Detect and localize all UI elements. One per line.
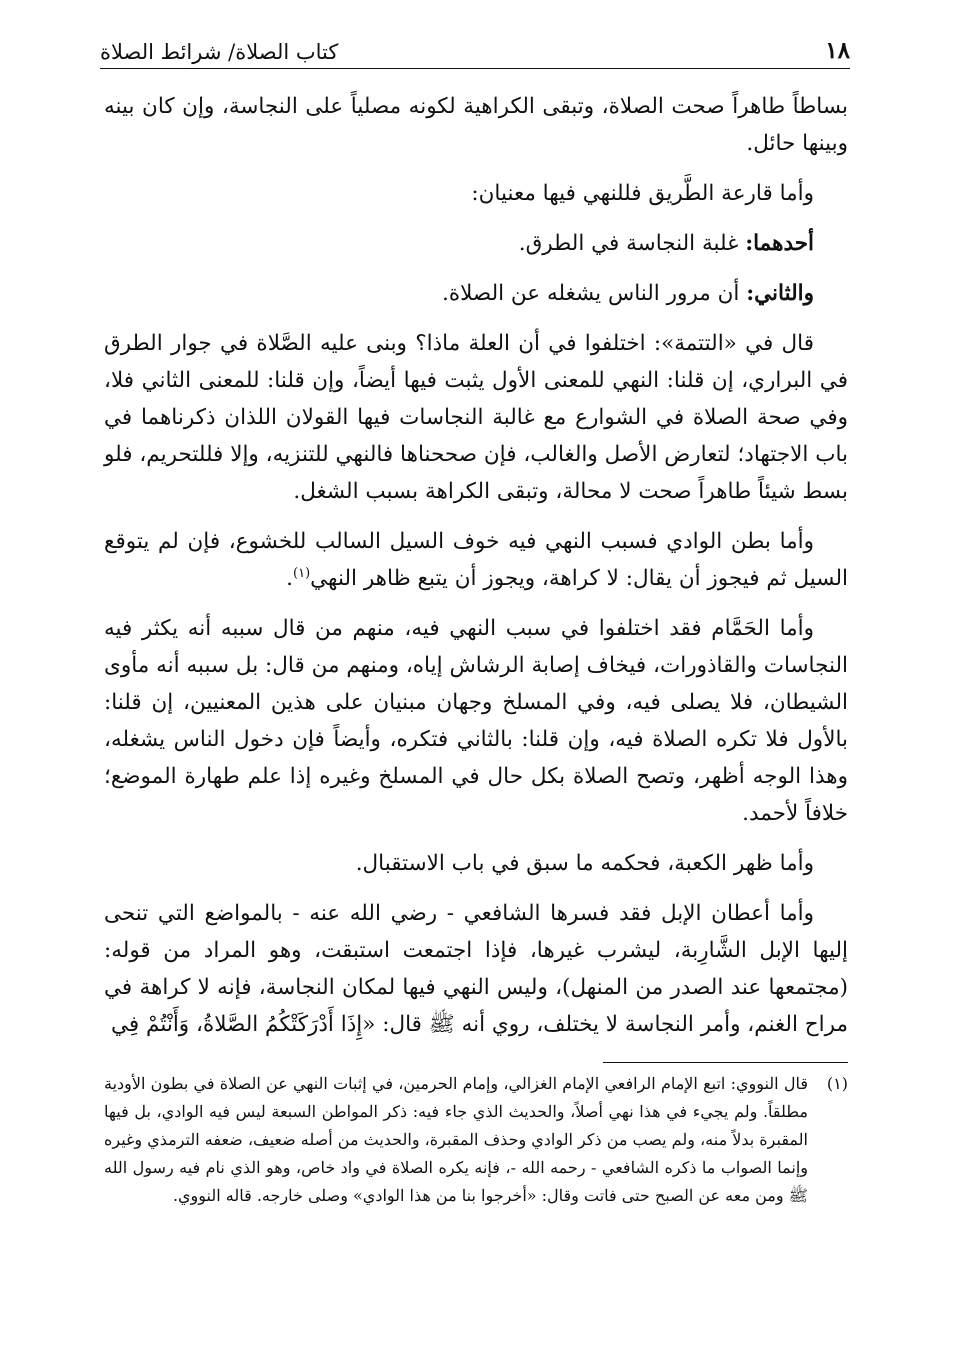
running-title: كتاب الصلاة/ شرائط الصلاة [100,40,339,64]
paragraph: وأما أعطان الإبل فقد فسرها الشافعي - رضي الله عنه - بالمواضع التي تنحى إليها الإبل الشَّارِبة، ليشرب غيرها، فإذا اجتمعت استبقت، وهو المراد من قوله: (مجتمعها عند الصدر من المنهل)، وليس النهي فيها لمكان النجاسة، فإنه لا كراهة في مراح الغنم، وأمر النجاسة لا يختلف، روي أنه ﷺ قال: «إِذَا أَدْرَكَتْكُمُ الصَّلاةُ، وَأَنْتُمْ فِي [104,901,848,1037]
footnote [104,1070,848,1210]
paragraph-text: وأما بطن الوادي فسبب النهي فيه خوف السيل السالب للخشوع، فإن لم يتوقع السيل ثم فيجوز أن يقال: لا كراهة، ويجوز أن يتبع ظاهر النهي [104,529,848,591]
term-text: غلبة النجاسة في الطرق. [518,231,746,256]
paragraph: وأما ظهر الكعبة، فحكمه ما سبق في باب الاستقبال. [355,851,814,876]
paragraph: بساطاً طاهراً صحت الصلاة، وتبقى الكراهية لكونه مصلياً على النجاسة، وإن كان بينه وبينها حائل. [104,94,848,156]
footnote-separator [603,1062,848,1063]
paragraph: وأما الحَمَّام فقد اختلفوا في سبب النهي فيه، منهم من قال سببه أنه يكثر فيه النجاسات والقاذورات، فيخاف إصابة الرشاش إياه، ومنهم من قال: بل سببه أنه مأوى الشيطان، فلا يصلى فيه، وفي المسلخ وجهان مبنيان على هذين المعنيين، إن قلنا: بالأول فلا تكره الصلاة فيه، وإن قلنا: بالثاني فتكره، وأيضاً فإن دخول الناس يشغله، وهذا الوجه أظهر، وتصح الصلاة بكل حال في المسلخ وغيره إذا علم طهارة الموضع؛ خلافاً لأحمد. [104,616,848,826]
paragraph [104,275,848,312]
footnote-text: قال النووي: اتبع الإمام الرافعي الإمام الغزالي، وإمام الحرمين، في إثبات النهي عن الصلاة في بطون الأودية مطلقاً. ولم يجيء في هذا نهي أصلاً، والحديث الذي جاء فيه: ذكر المواطن السبعة ليس فيه الوادي، بل فيها المقبرة بدلاً منه، ولم يصب من ذكر الوادي وحذف المقبرة، والحديث من أصله ضعيف، ضعفه الترمذي وغيره وإنما الصواب ما ذكره الشافعي - رحمه الله -، فإنه يكره الصلاة في واد خاص، وهو الذي نام فيه رسول الله ﷺ ومن معه عن الصبح حتى فاتت وقال: «أخرجوا بنا من هذا الوادي» وصلى خارجه. قاله النووي. [104,1074,808,1205]
bold-term: أحدهما: [745,231,814,256]
footnote-reference[interactable]: (١) [293,565,311,581]
paragraph: قال في «التتمة»: اختلفوا في أن العلة ماذا؟ وبنى عليه الصَّلاة في جوار الطرق في البراري، إن قلنا: النهي للمعنى الأول يثبت فيها أيضاً، وإن قلنا: للمعنى الثاني فلا، وفي صحة الصلاة في الشوارع مع غالبة النجاسات فيها القولان اللذان ذكرناهما في باب الاجتهاد؛ لتعارض الأصل والغالب، فإن صححناها فالنهي للتنزيه، وإلا فللتحريم، فلو بسط شيئاً طاهراً صحت لا محالة، وتبقى الكراهة بسبب الشغل. [104,331,848,504]
paragraph-end: . [286,566,293,591]
term-text: أن مرور الناس يشغله عن الصلاة. [442,281,747,306]
main-text [104,88,848,1056]
bold-term: والثاني: [746,281,814,306]
page-number: ١٨ [825,37,850,64]
page-header [100,24,850,69]
paragraph [104,523,848,597]
paragraph: وأما قارعة الطَّريق فللنهي فيها معنيان: [471,181,814,206]
footnote-marker: (١) [826,1074,848,1093]
paragraph [104,225,848,262]
